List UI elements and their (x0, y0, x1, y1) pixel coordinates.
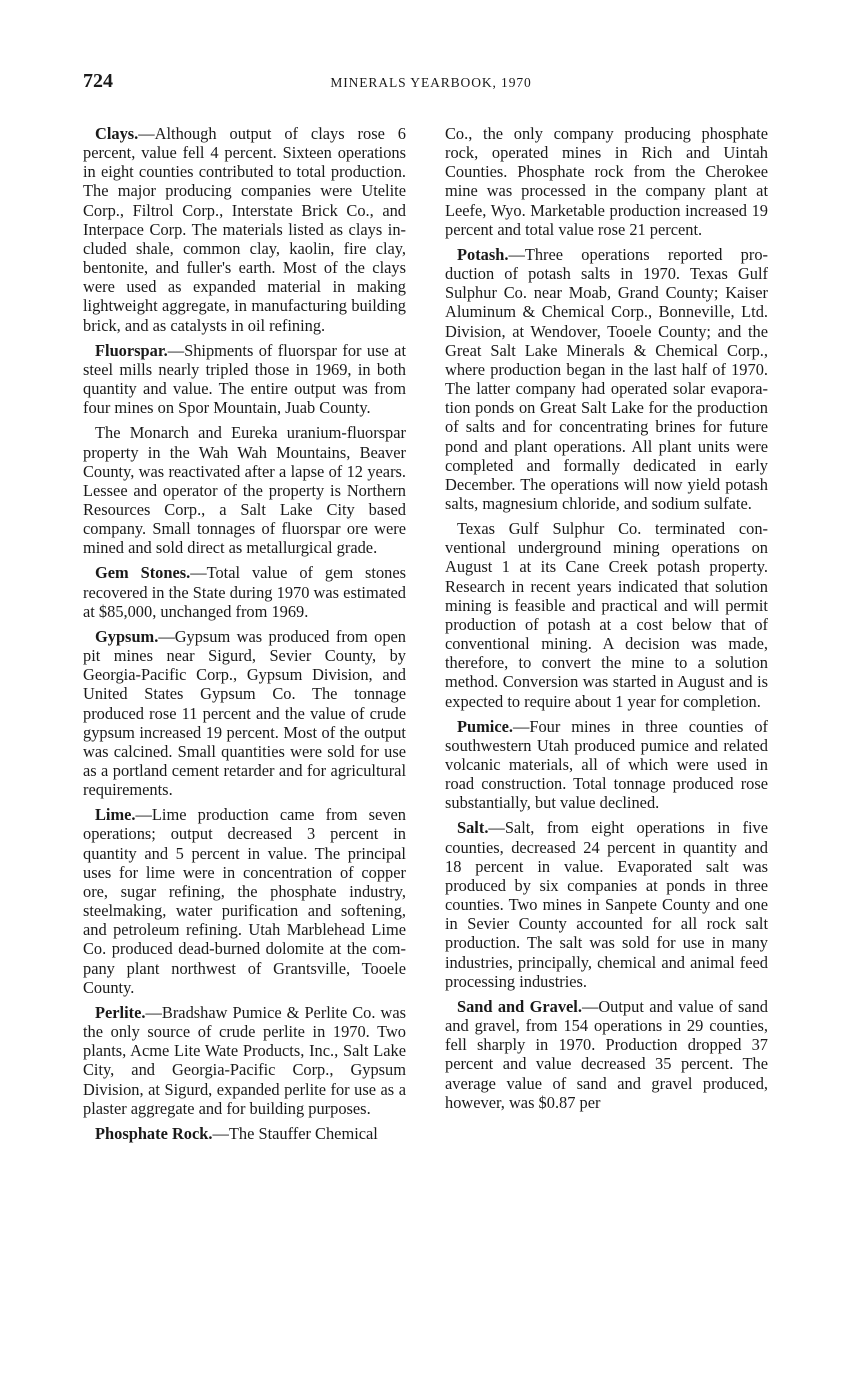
paragraph-text: —Total value of gem stones recovered in the State during 1970 was estimated at $85,000, unchanged from 1969. (83, 563, 406, 621)
paragraph-text: The Monarch and Eureka uranium-fluorspar property in the Wah Wah Mountains, Beaver County, was reactivated after a lapse of 12 years. Lessee and operator of the property is Northern Resources Corp., a Salt Lake City based company. Small tonnages of fluorspar ore were mined and sold direct as metallurgical grade. (83, 423, 406, 558)
section-heading: Fluorspar. (95, 340, 168, 360)
paragraph-text: —Gypsum was produced from open pit mines near Sigurd, Sevier County, by Georgia-Pacific Corp., Gypsum Division, and United States Gypsum Co. The tonnage produced rose 11 percent and the value of crude gypsum increased 19 percent. Most of the output was calcined. Small quantities were sold for use as a portland cement retarder and for agricultural requirements. (83, 626, 406, 800)
paragraph-text: —Shipments of fluorspar for use at steel mills nearly tripled those in 1969, in both quantity and value. The entire output was from four mines on Spor Mountain, Juab County. (83, 340, 406, 418)
paragraph-text: —Bradshaw Pumice & Perlite Co. was the only source of crude perlite in 1970. Two plants, Acme Lite Wate Products, Inc., Salt Lake City, and Georgia-Pacific Corp., Gypsum Division, at Sigurd, expanded perlite for use as a plaster aggregate and for building purposes. (83, 1002, 406, 1118)
page-number: 724 (83, 70, 113, 92)
paragraph-phosphate-rock (83, 1124, 406, 1143)
paragraph-fluorspar (83, 341, 406, 418)
section-heading: Gem Stones. (95, 563, 191, 583)
left-column (83, 124, 406, 1149)
paragraph-gypsum (83, 627, 406, 799)
paragraph-salt (445, 818, 768, 990)
section-heading: Salt. (457, 818, 489, 838)
paragraph-text: —Output and value of sand and gravel, from 154 operations in 29 counties, fell sharply in 1970. Production dropped 37 percent and value decreased 35 percent. The average value of sand and gravel produced, however, was $0.87 per (445, 996, 768, 1112)
right-column (445, 124, 768, 1118)
paragraph-text: —Lime production came from seven operations; output decreased 3 percent in quantity and 5 percent in value. The principal uses for lime were in concentration of copper ore, sugar refining, the phosphate industry, steelmaking, water purification and softening, and petroleum refining. Utah Marblehead Lime Co. produced dead-burned dolomite at the company plant northwest of Grantsville, Tooele County. (83, 805, 406, 997)
paragraph-phosphate-continued (445, 124, 768, 239)
paragraph-text: —Salt, from eight operations in five counties, decreased 24 percent in quantity and 18 percent in value. Evaporated salt was produced by six companies at ponds in three counties. Two mines in Sanpete County and one in Sevier County accounted for all rock salt production. The salt was sold for use in many industries, principally, chemical and animal feed processing industries. (445, 818, 768, 991)
paragraph-potash (445, 245, 768, 513)
paragraph-clays (83, 124, 406, 335)
running-title: MINERALS YEARBOOK, 1970 (330, 75, 532, 90)
paragraph-text: —Four mines in three counties of southwestern Utah produced pumice and related volcanic materials, all of which were used in road construction. Total tonnage produced rose substantially, but value declined. (445, 716, 768, 813)
paragraph-text: Co., the only company producing phosphate rock, operated mines in Rich and Uintah Counties. Phosphate rock from the Cherokee mine was processed in the company plant at Leefe, Wyo. Marketable production increased 19 percent and total value rose 21 percent. (445, 124, 768, 239)
paragraph-pumice (445, 717, 768, 813)
paragraph-texas-gulf (445, 519, 768, 711)
section-heading: Lime. (95, 805, 136, 825)
paragraph-gem-stones (83, 563, 406, 620)
section-heading: Clays. (95, 124, 139, 143)
paragraph-perlite (83, 1003, 406, 1118)
paragraph-text: —Although output of clays rose 6 percent, value fell 4 percent. Sixteen operations in eight counties contributed to total production. The major producing companies were Utelite Corp., Filtrol Corp., Interstate Brick Co., and Interpace Corp. The materials listed as clays included shale, common clay, kaolin, fire clay, bentonite, and fuller's earth. Most of the clays were used as expanded material in making lightweight aggregate, in manufacturing building brick, and as catalysts in oil refining. (83, 124, 406, 335)
paragraph-text: Texas Gulf Sulphur Co. terminated conventional underground mining operations on August 1 at its Cane Creek potash property. Research in recent years indicated that solution mining is feasible and practical and will permit production of potash at a cost below that of conventional mining. A decision was made, therefore, to convert the mine to a solution method. Conversion was started in August and is expected to require about 1 year for completion. (445, 519, 768, 711)
section-heading: Pumice. (457, 716, 513, 736)
section-heading: Sand and Gravel. (457, 996, 582, 1016)
paragraph-text: —Three operations reported production of potash salts in 1970. Texas Gulf Sulphur Co. near Moab, Grand County; Kaiser Aluminum & Chemical Corp., Bonneville, Ltd. Division, at Wendover, Tooele County; and the Great Salt Lake Minerals & Chemical Corp., where production began in the last half of 1970. The latter company had operated solar evaporation ponds on Great Salt Lake for the production of salts and for concentrating brines for future pond and plant operations. All plant units were completed and formally dedicated in early December. The operations will now yield potash salts, magnesium chloride, and sodium sulfate. (445, 244, 768, 513)
section-heading: Perlite. (95, 1002, 146, 1022)
paragraph-lime (83, 805, 406, 997)
section-heading: Phosphate Rock. (95, 1123, 213, 1143)
paragraph-sand-gravel (445, 997, 768, 1112)
section-heading: Gypsum. (95, 626, 159, 646)
section-heading: Potash. (457, 244, 509, 264)
paragraph-text: —The Stauffer Chemical (212, 1123, 378, 1143)
paragraph-monarch-eureka (83, 423, 406, 557)
